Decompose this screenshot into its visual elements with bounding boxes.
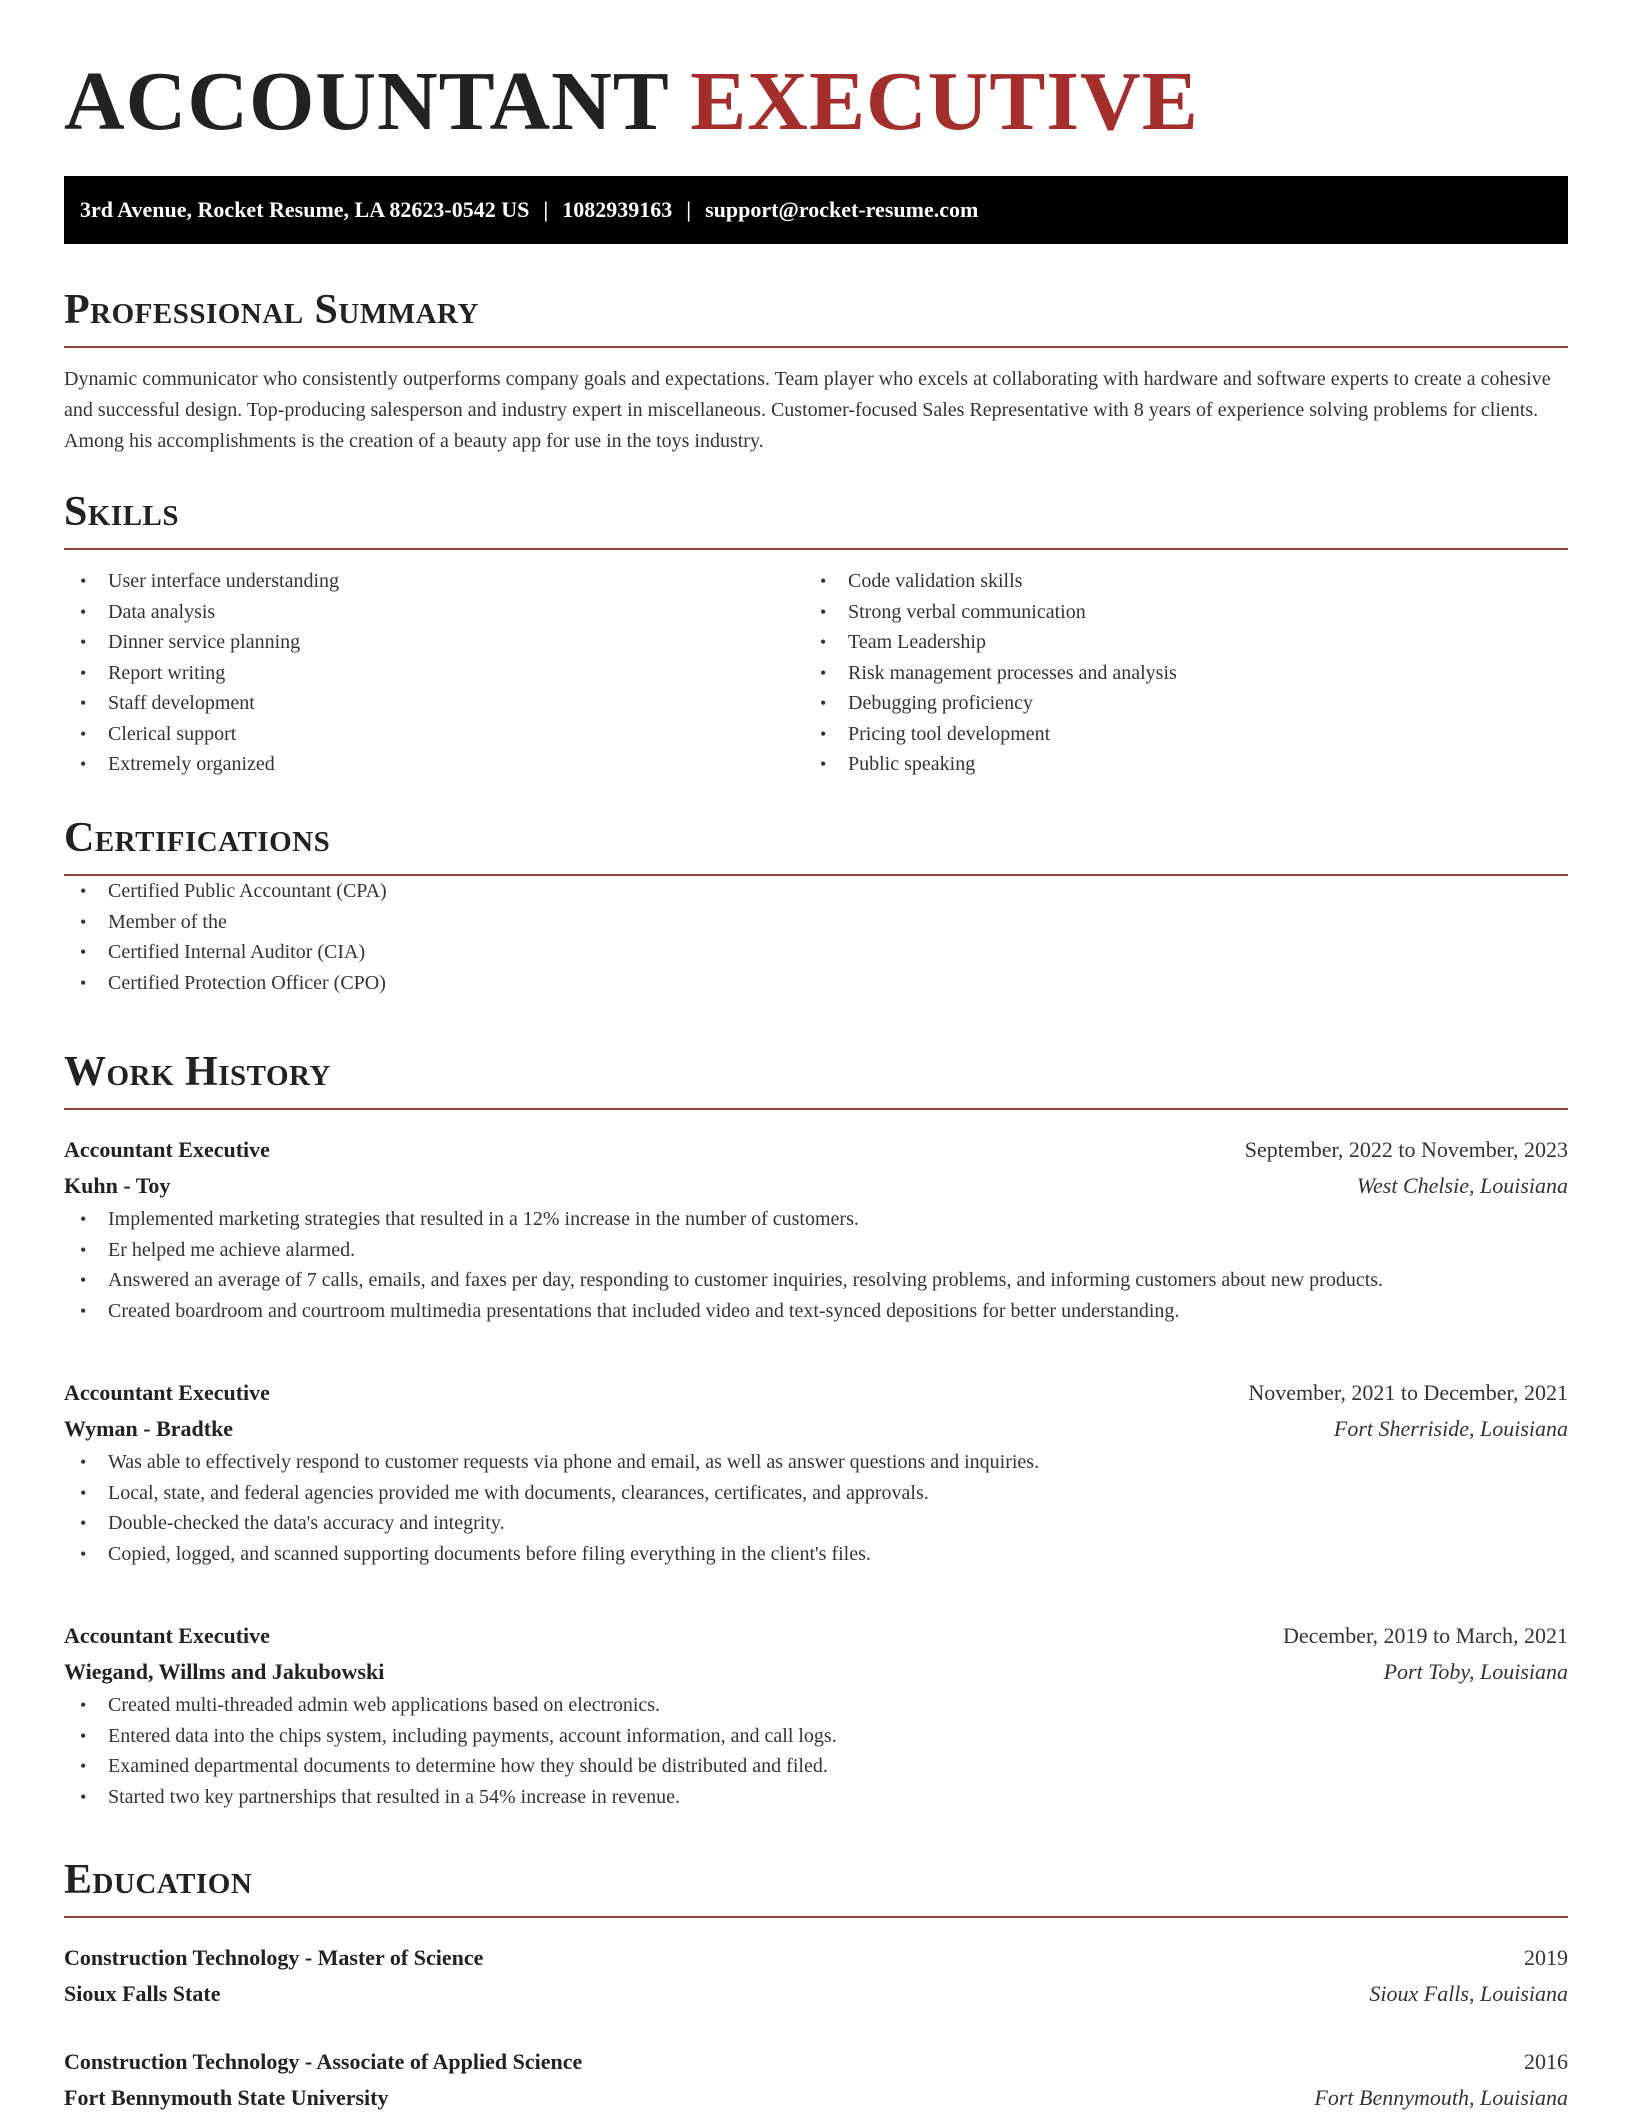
certification-item: • Member of the — [64, 907, 1568, 938]
skill-item: • Report writing — [64, 658, 804, 689]
job-bullet: • Double-checked the data's accuracy and integrity. — [64, 1508, 1568, 1539]
job-bullet: • Local, state, and federal agencies provided me with documents, clearances, certificates, and approvals. — [64, 1478, 1568, 1509]
certifications-list — [64, 876, 1568, 998]
job-bullet: • Copied, logged, and scanned supporting documents before filing everything in the client's files. — [64, 1539, 1568, 1570]
job-subheader — [64, 1168, 1568, 1204]
job-bullet: • Er helped me achieve alarmed. — [64, 1235, 1568, 1266]
education-header — [64, 2044, 1568, 2080]
contact-phone: 1082939163 — [562, 197, 673, 222]
contact-separator: | — [543, 197, 549, 222]
contact-email[interactable]: support@rocket-resume.com — [705, 197, 979, 222]
job-subheader — [64, 1654, 1568, 1690]
skill-item: • Extremely organized — [64, 749, 804, 780]
job-company: Wiegand, Willms and Jakubowski — [64, 1659, 385, 1684]
skill-item: • Data analysis — [64, 597, 804, 628]
job-entry — [64, 1375, 1568, 1569]
skills-columns — [64, 566, 1568, 780]
education-degree: Construction Technology - Master of Science — [64, 1945, 484, 1970]
education-school: Sioux Falls State — [64, 1981, 221, 2006]
job-bullets — [64, 1447, 1568, 1569]
skill-item: • Code validation skills — [804, 566, 1544, 597]
skill-item: • Public speaking — [804, 749, 1544, 780]
skills-column-right — [804, 566, 1544, 780]
work-history-section — [64, 1046, 1568, 1110]
education-subheader — [64, 1976, 1568, 2012]
contact-separator: | — [686, 197, 692, 222]
contact-bar — [64, 176, 1568, 244]
job-bullet: • Examined departmental documents to determine how they should be distributed and filed. — [64, 1751, 1568, 1782]
summary-section — [64, 284, 1568, 457]
job-header — [64, 1375, 1568, 1411]
skill-item: • Clerical support — [64, 719, 804, 750]
job-bullet: • Was able to effectively respond to customer requests via phone and email, as well as answer questions and inquiries. — [64, 1447, 1568, 1478]
skill-item: • Dinner service planning — [64, 627, 804, 658]
job-location: West Chelsie, Louisiana — [1356, 1173, 1568, 1198]
section-title-certifications: Certifications — [64, 815, 331, 861]
job-dates: September, 2022 to November, 2023 — [1244, 1137, 1568, 1162]
education-year: 2019 — [1524, 1945, 1568, 1970]
certification-item: • Certified Public Accountant (CPA) — [64, 876, 1568, 907]
education-location: Sioux Falls, Louisiana — [1369, 1981, 1568, 2006]
certification-item: • Certified Protection Officer (CPO) — [64, 968, 1568, 999]
job-bullet: • Created boardroom and courtroom multimedia presentations that included video and text-synced depositions for better understanding. — [64, 1296, 1568, 1327]
job-dates: November, 2021 to December, 2021 — [1248, 1380, 1568, 1405]
education-section — [64, 1854, 1568, 1918]
section-divider — [64, 1108, 1568, 1110]
section-title-skills: Skills — [64, 489, 180, 535]
job-bullet: • Created multi-threaded admin web applications based on electronics. — [64, 1690, 1568, 1721]
job-bullet: • Answered an average of 7 calls, emails, and faxes per day, responding to customer inquiries, resolving problems, and informing customers about new products. — [64, 1265, 1568, 1296]
skills-column-left — [64, 566, 804, 780]
skills-section — [64, 486, 1568, 780]
job-title: Accountant Executive — [64, 1380, 270, 1405]
skill-item: • User interface understanding — [64, 566, 804, 597]
skill-item: • Strong verbal communication — [804, 597, 1544, 628]
job-dates: December, 2019 to March, 2021 — [1282, 1623, 1568, 1648]
resume-name — [64, 0, 1568, 152]
summary-text: Dynamic communicator who consistently outperforms company goals and expectations. Team player who excels at collaborating with hardware and software experts to create a cohesive and successful design. Top-producing salesperson and industry expert in miscellaneous. Customer-focused Sales Representative with 8 years of experience solving problems for clients. Among his accomplishments is the creation of a beauty app for use in the toys industry. — [64, 368, 1551, 452]
job-company: Wyman - Bradtke — [64, 1416, 234, 1441]
job-bullets — [64, 1690, 1568, 1812]
education-subheader — [64, 2080, 1568, 2116]
job-header — [64, 1618, 1568, 1654]
job-bullet: • Entered data into the chips system, including payments, account information, and call logs. — [64, 1721, 1568, 1752]
section-title-summary: Professional Summary — [64, 287, 479, 333]
job-entry — [64, 1132, 1568, 1326]
education-location: Fort Bennymouth, Louisiana — [1314, 2085, 1568, 2110]
name-first: ACCOUNTANT — [64, 55, 669, 148]
section-title-education: Education — [64, 1857, 253, 1903]
education-school: Fort Bennymouth State University — [64, 2085, 389, 2110]
name-last: EXECUTIVE — [690, 55, 1199, 148]
job-location: Fort Sherriside, Louisiana — [1333, 1416, 1568, 1441]
job-subheader — [64, 1411, 1568, 1447]
certifications-section — [64, 812, 1568, 998]
education-entry — [64, 2044, 1568, 2116]
skill-item: • Pricing tool development — [804, 719, 1544, 750]
job-company: Kuhn - Toy — [64, 1173, 171, 1198]
education-entry — [64, 1940, 1568, 2012]
section-divider — [64, 1916, 1568, 1918]
job-bullet: • Started two key partnerships that resulted in a 54% increase in revenue. — [64, 1782, 1568, 1813]
education-year: 2016 — [1524, 2049, 1568, 2074]
skills-list-right — [804, 566, 1544, 780]
job-header — [64, 1132, 1568, 1168]
job-location: Port Toby, Louisiana — [1383, 1659, 1568, 1684]
skill-item: • Debugging proficiency — [804, 688, 1544, 719]
job-bullet: • Implemented marketing strategies that resulted in a 12% increase in the number of customers. — [64, 1204, 1568, 1235]
job-bullets — [64, 1204, 1568, 1326]
skill-item: • Staff development — [64, 688, 804, 719]
section-divider — [64, 346, 1568, 348]
skill-item: • Team Leadership — [804, 627, 1544, 658]
skills-list-left — [64, 566, 804, 780]
job-entry — [64, 1618, 1568, 1812]
section-title-work-history: Work History — [64, 1049, 331, 1095]
job-title: Accountant Executive — [64, 1623, 270, 1648]
contact-address: 3rd Avenue, Rocket Resume, LA 82623-0542 US — [80, 197, 530, 222]
job-title: Accountant Executive — [64, 1137, 270, 1162]
certification-item: • Certified Internal Auditor (CIA) — [64, 937, 1568, 968]
skill-item: • Risk management processes and analysis — [804, 658, 1544, 689]
education-header — [64, 1940, 1568, 1976]
education-degree: Construction Technology - Associate of Applied Science — [64, 2049, 583, 2074]
section-divider — [64, 548, 1568, 550]
